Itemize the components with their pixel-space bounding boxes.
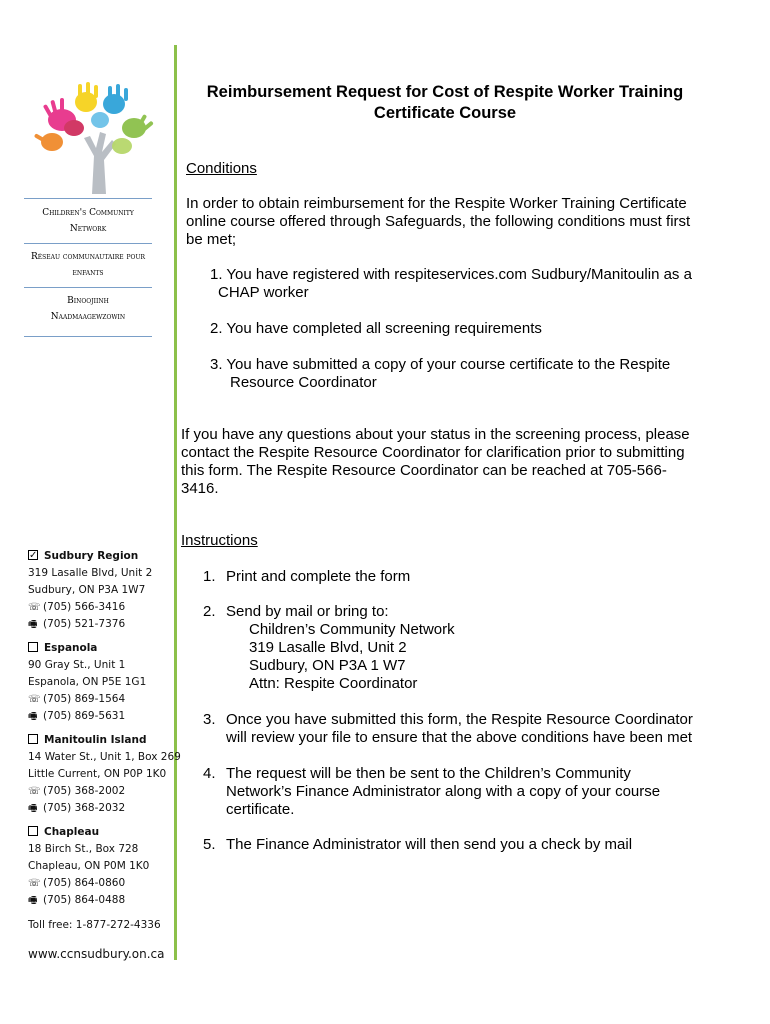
org-divider [24,243,152,244]
address-line: 14 Water St., Unit 1, Box 269 [28,751,181,763]
phone-icon: ☏ [28,694,41,705]
region-name: Chapleau [44,826,100,838]
mailing-address [203,621,455,693]
title-line: Certificate Course [373,104,517,122]
region-manitoulin [28,732,181,817]
text-line: this form. The Respite Resource Coordinator can be reached at 705-566- [181,462,667,479]
fax-icon: 🖷 [28,711,38,722]
text-line: contact the Respite Resource Coordinator for clarification prior to submitting [181,444,685,461]
logo [34,76,160,194]
fax-number: (705) 521-7376 [43,618,126,630]
text-line: certificate. [226,801,295,818]
condition-item [210,266,692,302]
espanola-checkbox[interactable] [28,642,38,652]
condition-item [210,320,542,338]
fax-icon: 🖷 [28,895,38,906]
org-divider [24,287,152,288]
text-line: Network’s Finance Administrator along with a copy of your course [226,783,661,800]
text-line: 1. You have registered with respiteservices.com Sudbury/Manitoulin as a [210,266,692,283]
text-line: online course offered through Safeguards, the following conditions must first [186,213,691,230]
website-link[interactable]: www.ccnsudbury.on.ca [28,947,165,961]
tollfree: Toll free: 1-877-272-4336 [28,919,161,931]
region-espanola [28,640,146,725]
text-line: If you have any questions about your status in the screening process, please [181,426,690,443]
condition-item [210,356,670,392]
instructions-heading: Instructions [181,532,258,549]
address-line: 18 Birch St., Box 728 [28,843,139,855]
region-name: Manitoulin Island [44,734,147,746]
fax-number: (705) 368-2032 [43,802,126,814]
text-line: The Finance Administrator will then send you a check by mail [226,836,633,853]
region-name: Espanola [44,642,98,654]
fax-icon: 🖷 [28,619,38,630]
manitoulin-checkbox[interactable] [28,734,38,744]
region-chapleau [28,824,149,909]
questions-paragraph [181,426,690,498]
sudbury-checkbox[interactable] [28,550,38,560]
text-line: Print and complete the form [226,568,411,585]
address-line: Sudbury, ON P3A 1W7 [28,584,146,596]
text-line: Resource Coordinator [230,374,377,391]
address-line: 319 Lasalle Blvd, Unit 2 [249,639,407,656]
address-line: Chapleau, ON P0M 1K0 [28,860,150,872]
org-name-oj [24,293,152,325]
region-sudbury [28,548,152,633]
phone-icon: ☏ [28,602,41,613]
text-line: CHAP worker [218,284,309,301]
address-line: 90 Gray St., Unit 1 [28,659,126,671]
phone-number: (705) 864-0860 [43,877,126,889]
text-line: 3416. [181,480,219,497]
fax-number: (705) 864-0488 [43,894,126,906]
instruction-item [203,568,410,586]
address-line: Little Current, ON P0P 1K0 [28,768,167,780]
address-line: Sudbury, ON P3A 1 W7 [249,657,406,674]
address-line: 319 Lasalle Blvd, Unit 2 [28,567,153,579]
instruction-item [203,836,632,854]
org-divider [24,198,152,199]
instruction-item [203,711,693,747]
org-name-en [24,205,152,237]
text-line: be met; [186,231,237,248]
phone-icon: ☏ [28,878,41,889]
phone-number: (705) 566-3416 [43,601,126,613]
org-name-fr-text: Réseau communautaire pour enfants [30,252,146,278]
text-line: The request will be then be sent to the Children’s Community [226,765,631,782]
text-line: Send by mail or bring to: [226,603,389,620]
instruction-number: 5. [203,836,216,853]
address-line: Espanola, ON P5E 1G1 [28,676,147,688]
text-line: In order to obtain reimbursement for the Respite Worker Training Certificate [186,195,687,212]
phone-number: (705) 869-1564 [43,693,126,705]
region-name: Sudbury Region [44,550,139,562]
instruction-number: 3. [203,711,216,728]
org-name-oj-text: Binoojiinh Naadmaagewzowin [50,296,126,322]
vertical-divider [174,45,177,960]
instruction-number: 4. [203,765,216,782]
text-line: 3. You have submitted a copy of your course certificate to the Respite [210,356,671,373]
conditions-intro [186,195,690,249]
chapleau-checkbox[interactable] [28,826,38,836]
instruction-item [203,765,660,819]
title-line: Reimbursement Request for Cost of Respite Worker Training [206,83,684,101]
org-name-en-text: Children's Community Network [42,208,134,234]
phone-icon: ☏ [28,786,41,797]
fax-number: (705) 869-5631 [43,710,126,722]
text-line: Once you have submitted this form, the Respite Resource Coordinator [226,711,693,728]
instruction-number: 1. [203,568,216,585]
fax-icon: 🖷 [28,803,38,814]
phone-number: (705) 368-2002 [43,785,126,797]
instruction-number: 2. [203,603,216,620]
address-line: Attn: Respite Coordinator [249,675,418,692]
conditions-heading: Conditions [186,160,257,177]
instruction-item [203,603,455,693]
org-name-fr [24,249,152,281]
text-line: 2. You have completed all screening requirements [210,320,542,337]
address-line: Children’s Community Network [249,621,455,638]
page-title [185,82,705,124]
org-divider [24,336,152,337]
text-line: will review your file to ensure that the above conditions have been met [226,729,693,746]
